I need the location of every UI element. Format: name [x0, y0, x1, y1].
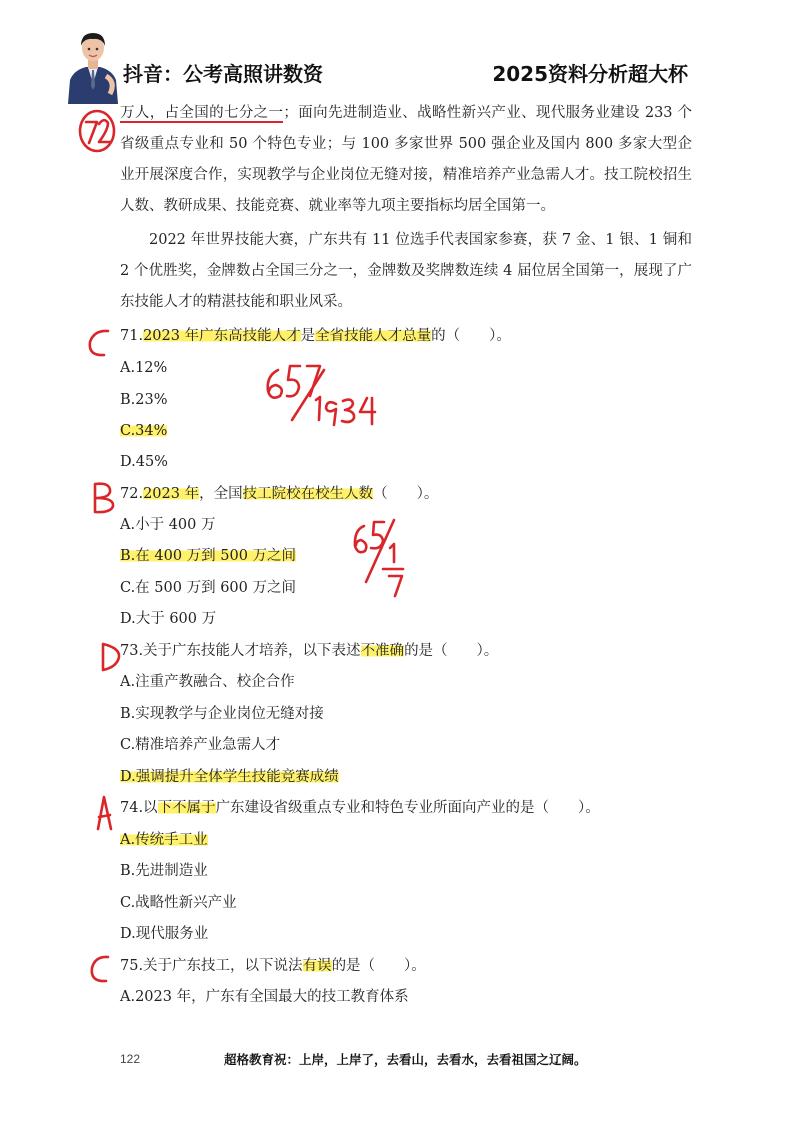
- highlight: B.在 400 万到 500 万之间: [120, 548, 297, 564]
- header-channel-title: 抖音：公考高照讲数资: [123, 62, 323, 86]
- handwritten-answer-d: [103, 644, 119, 670]
- person-photo-icon: [66, 24, 120, 104]
- option-72-d: D.大于 600 万: [120, 611, 217, 627]
- highlight: 不准确: [360, 643, 405, 659]
- passage-paragraph-1: [120, 98, 692, 222]
- highlight: 2023 年广东高技能人才: [143, 328, 301, 344]
- page-number: 122: [120, 1052, 141, 1066]
- footer-slogan: 超格教育祝：上岸，上岸了，去看山，去看水，去看祖国之辽阔。: [224, 1052, 587, 1067]
- highlight: 技工院校在校生人数: [242, 486, 374, 502]
- handwritten-answer-b: [95, 484, 113, 512]
- option-71-c: [120, 421, 167, 441]
- option-75-a: A.2023 年，广东有全国最大的技工教育体系: [120, 989, 409, 1005]
- highlight: C.34%: [120, 423, 168, 439]
- handwritten-answer-c: [92, 957, 108, 981]
- option-73-d: [120, 767, 339, 787]
- passage-paragraph-2: 2022 年世界技能大赛，广东共有 11 位选手代表国家参赛，获 7 金、1 银、1 铜和 2 个优胜奖，金牌数占全国三分之一，金牌数及奖牌数连续 4 届位居全国第一，展现了广东技能人才的精湛技能和职业风采。: [120, 232, 692, 310]
- option-74-d: D.现代服务业: [120, 926, 209, 942]
- underlined-phrase: 万人，占全国的七分之一: [120, 105, 284, 121]
- question-75: 75.关于广东技工，以下说法有误的是（ ）。: [120, 958, 426, 974]
- option-73-a: A.注重产教融合、校企合作: [120, 674, 295, 690]
- option-74-c: C.战略性新兴产业: [120, 895, 237, 911]
- highlight: 2023 年: [143, 486, 200, 502]
- option-72-a: A.小于 400 万: [120, 517, 216, 533]
- question-74: 74.以下不属于广东建设省级重点专业和特色专业所面向产业的是（ ）。: [120, 800, 600, 816]
- highlight: 下不属于: [157, 800, 216, 816]
- handwritten-circled-72: [80, 111, 114, 151]
- header-course-title: 2025资料分析超大杯: [492, 62, 688, 86]
- option-72-c: C.在 500 万到 600 万之间: [120, 580, 296, 596]
- passage-paragraph-1-text: ；面向先进制造业、战略性新兴产业、现代服务业建设 233 个省级重点专业和 50 个特色专业；与 100 多家世界 500 强企业及国内 800 多家大型企业开展深度合作，实现教学与企业岗位无缝对接，精准培养产业急需人才。技工院校招生人数、教研成果、技能竞赛、就业率等九项主要指标均居全国第一。: [120, 105, 692, 214]
- highlight: 有误: [302, 958, 332, 974]
- highlight: A.传统手工业: [120, 832, 208, 848]
- handwritten-answer-c: [90, 331, 108, 355]
- handwritten-answer-a: [98, 797, 111, 829]
- question-73: 73.关于广东技能人才培养，以下表述不准确的是（ ）。: [120, 643, 499, 659]
- presenter-avatar: [66, 24, 120, 104]
- option-72-b: [120, 546, 296, 566]
- option-73-b: B.实现教学与企业岗位无缝对接: [120, 706, 324, 722]
- highlight: 全省技能人才总量: [315, 328, 432, 344]
- highlight: D.强调提升全体学生技能竞赛成绩: [120, 769, 339, 785]
- option-74-a: [120, 830, 208, 850]
- handwritten-calc-657-1934: [268, 366, 375, 425]
- page-header: [0, 0, 800, 110]
- option-71-a: A.12%: [120, 360, 168, 376]
- option-74-b: B.先进制造业: [120, 863, 208, 879]
- question-72: 72.2023 年，全国技工院校在校生人数（ ）。: [120, 486, 439, 502]
- option-71-b: B.23%: [120, 392, 168, 408]
- option-73-c: C.精准培养产业急需人才: [120, 737, 281, 753]
- handwritten-calc-65-1-7: [355, 520, 403, 596]
- question-71: 71.2023 年广东高技能人才是全省技能人才总量的（ ）。: [120, 328, 511, 344]
- option-71-d: D.45%: [120, 454, 168, 470]
